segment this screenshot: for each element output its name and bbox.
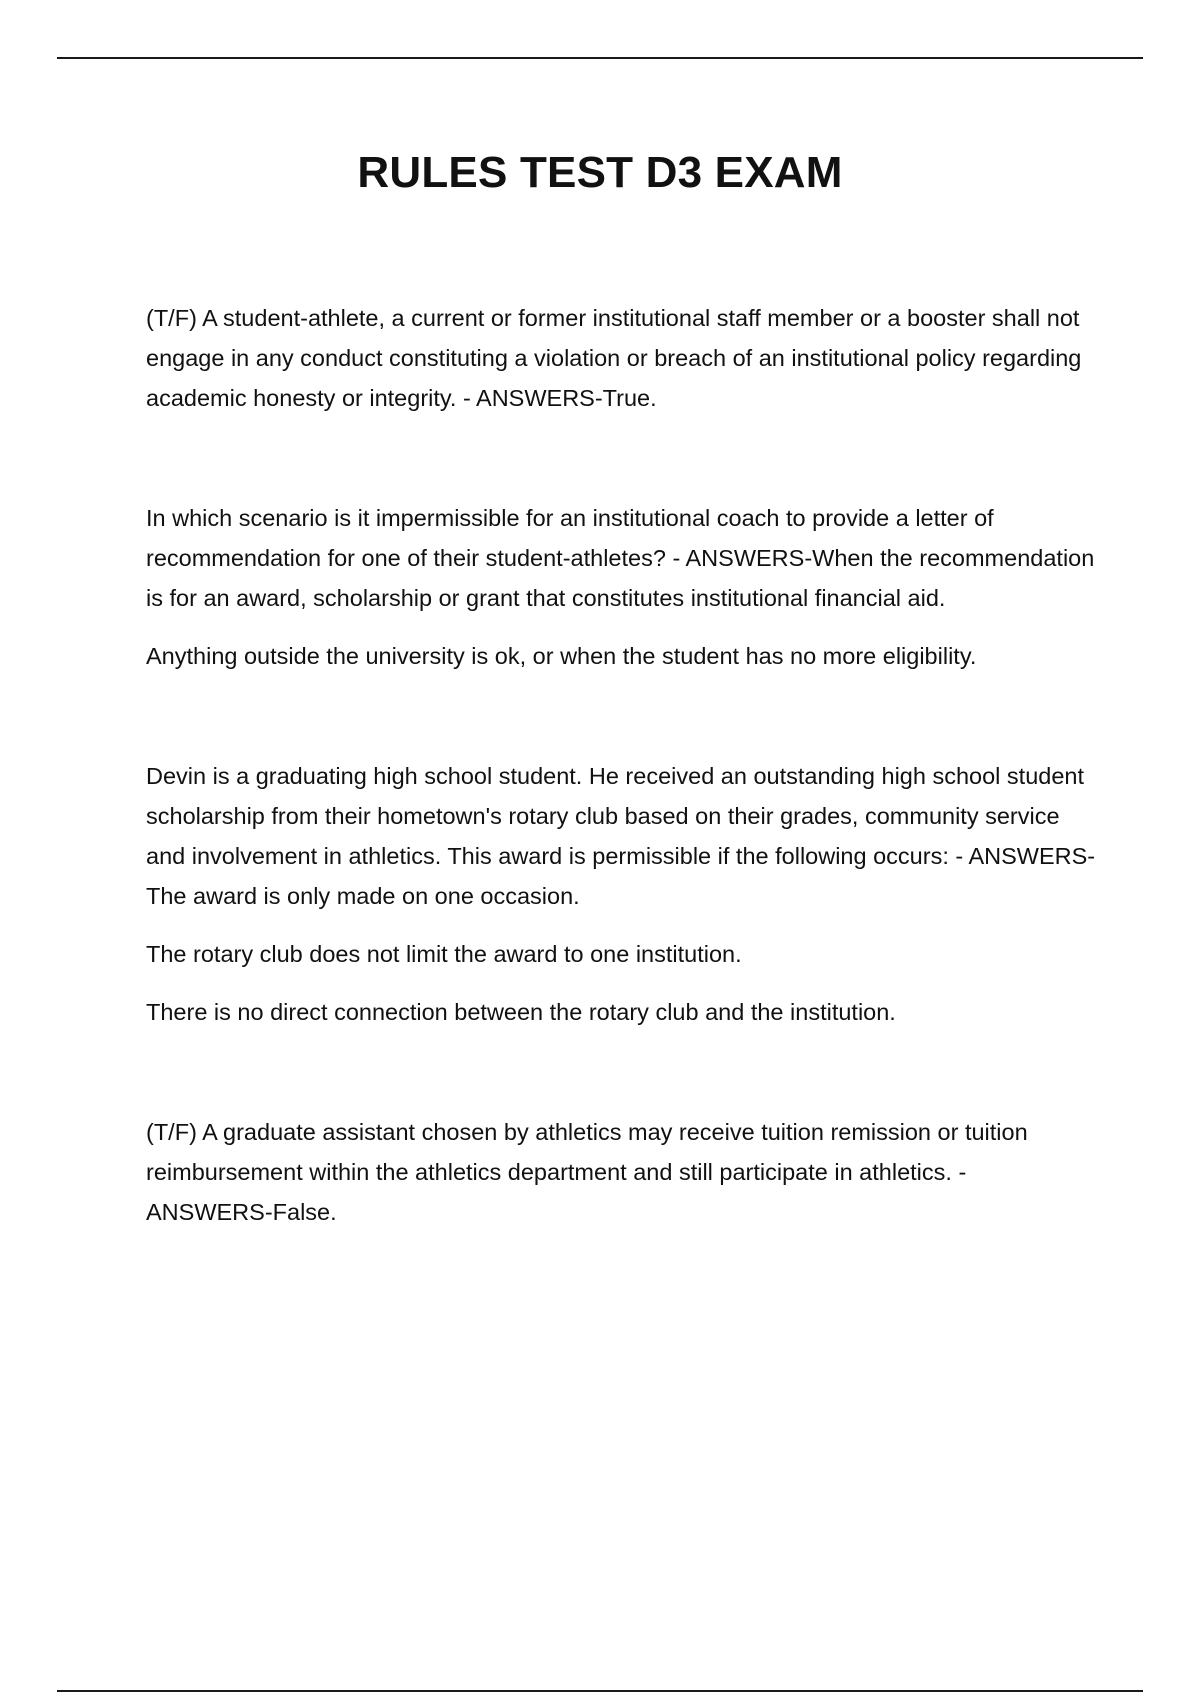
answer-prefix: - ANSWERS- xyxy=(456,385,603,411)
bottom-divider xyxy=(57,1690,1143,1692)
question-text: (T/F) A graduate assistant chosen by athletics may receive tuition remission or tuition reimbursement within the athletics department and still participate in athletics. xyxy=(146,1119,1028,1185)
answer-prefix: - ANSWERS- xyxy=(146,1159,967,1225)
question-text: (T/F) A student-athlete, a current or former institutional staff member or a booster shall not engage in any conduct constituting a violation or breach of an institutional policy regarding academic honesty or integrity. xyxy=(146,305,1082,411)
answer-text: True. xyxy=(602,385,657,411)
answer-text: False. xyxy=(272,1199,337,1225)
question-text: Devin is a graduating high school student. He received an outstanding high school student scholarship from their hometown's rotary club based on their grades, community service and involvement in athletics. This award is permissible if the following occurs: xyxy=(146,763,1085,869)
top-divider xyxy=(57,57,1143,59)
document-title: RULES TEST D3 EXAM xyxy=(357,148,843,197)
answer-note: The rotary club does not limit the award to one institution. xyxy=(146,941,742,967)
answer-note: Anything outside the university is ok, or when the student has no more eligibility. xyxy=(146,643,977,669)
answer-text: When the recommendation is for an award, scholarship or grant that constitutes institutional financial aid. xyxy=(146,545,1095,611)
qa-item-2 xyxy=(146,498,1096,618)
answer-text: The award is only made on one occasion. xyxy=(146,883,580,909)
answer-note: There is no direct connection between the rotary club and the institution. xyxy=(146,999,896,1025)
qa-item-3 xyxy=(146,756,1096,916)
answer-prefix: - ANSWERS- xyxy=(948,843,1096,869)
qa-item-1 xyxy=(146,298,1096,418)
qa-content xyxy=(146,298,1096,1232)
question-text: In which scenario is it impermissible for an institutional coach to provide a letter of recommendation for one of their student-athletes? xyxy=(146,505,994,571)
answer-prefix: - ANSWERS- xyxy=(665,545,813,571)
qa-item-4 xyxy=(146,1112,1096,1232)
